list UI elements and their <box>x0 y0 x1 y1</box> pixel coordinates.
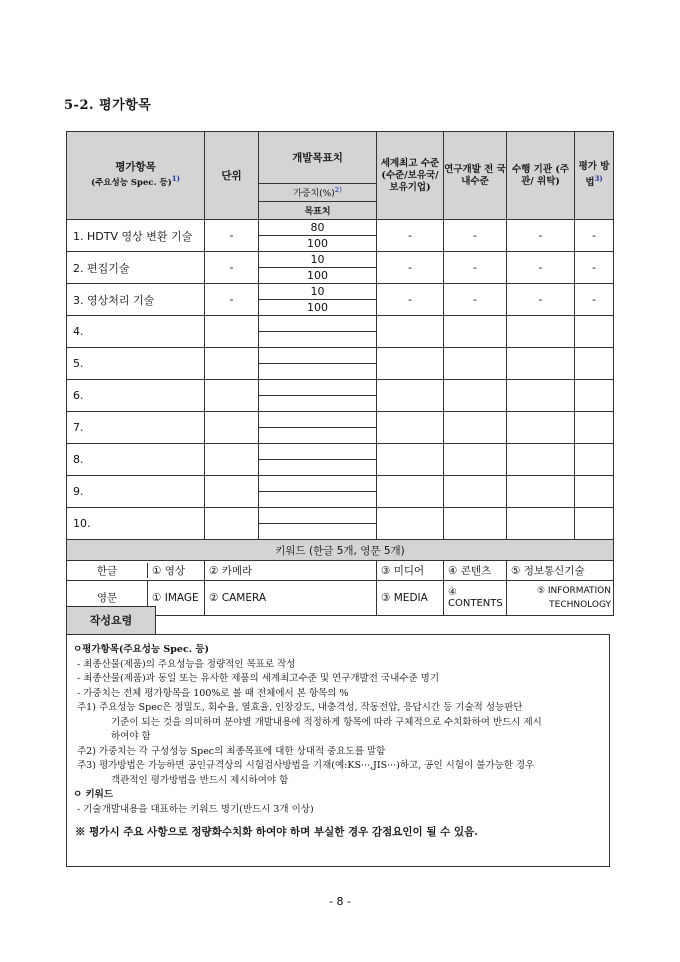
table-row <box>67 316 614 348</box>
guide-note-3: 주3) 평가방법은 가능하면 공인규격상의 시험검사방법을 기재(예:KS···,JIS···)하고, 공인 시험이 불가능한 경우 <box>77 760 535 771</box>
guide-note-1-cont: 기준이 되는 것을 의미하며 분야별 개발내용에 적정하게 항목에 따라 구체적으로 수치화하여 반드시 제시 <box>111 716 542 728</box>
row-org <box>507 380 575 412</box>
keyword-english-2: ② CAMERA <box>205 581 377 616</box>
row-unit <box>205 380 259 412</box>
table-row <box>67 476 614 508</box>
row-method <box>575 348 614 380</box>
row-unit <box>205 444 259 476</box>
row-org: - <box>507 252 575 284</box>
row-org <box>507 476 575 508</box>
guide-line: - 기술개발내용을 대표하는 키워드 명기(반드시 3개 이상) <box>77 803 314 815</box>
row-item: 4. <box>67 316 205 348</box>
row-domestic <box>444 444 507 476</box>
header-item: 평가항목 (주요성능 Spec. 등)$^{1)}$ <box>67 132 205 220</box>
row-org <box>507 316 575 348</box>
row-item: 10. <box>67 508 205 540</box>
row-unit <box>205 348 259 380</box>
table-row <box>67 444 614 476</box>
keywords-korean-row <box>67 561 614 581</box>
table-row <box>67 220 614 252</box>
table-row <box>67 380 614 412</box>
row-org <box>507 508 575 540</box>
row-target: 10 100 <box>259 252 377 284</box>
row-domestic <box>444 316 507 348</box>
header-weight: 가중치(%)$^{2)}$ <box>259 184 377 202</box>
header-method: 평가 방법$^{3)}$ <box>575 132 614 220</box>
row-target <box>259 508 377 540</box>
row-method <box>575 316 614 348</box>
header-world-best: 세계최고 수준 (수준/보유국/ 보유기업) <box>377 132 444 220</box>
row-unit: - <box>205 284 259 316</box>
row-item: 6. <box>67 380 205 412</box>
row-target <box>259 412 377 444</box>
guide-line: - 최종산물(제품)과 동일 또는 유사한 제품의 세계최고수준 및 연구개발전 국내수준 명기 <box>77 673 440 684</box>
keyword-korean-5: ⑤ 정보통신기술 <box>507 561 614 581</box>
row-domestic: - <box>444 284 507 316</box>
row-world <box>377 444 444 476</box>
row-world <box>377 348 444 380</box>
row-world <box>377 412 444 444</box>
row-world: - <box>377 284 444 316</box>
guide-box <box>66 634 610 867</box>
row-method <box>575 476 614 508</box>
row-world <box>377 508 444 540</box>
header-org: 수행 기관 (주관/ 위탁) <box>507 132 575 220</box>
row-world <box>377 316 444 348</box>
row-unit <box>205 316 259 348</box>
guide-note-1: 주1) 주요성능 Spec은 정밀도, 회수율, 열효율, 인장강도, 내충격성, 작동전압, 응답시간 등 기술적 성능판단 <box>77 702 523 713</box>
table-row <box>67 508 614 540</box>
row-org <box>507 412 575 444</box>
row-item: 5. <box>67 348 205 380</box>
row-item: 1. HDTV 영상 변환 기술 <box>67 220 205 252</box>
row-item: 8. <box>67 444 205 476</box>
row-world: - <box>377 252 444 284</box>
keyword-english-5: ⑤ INFORMATION TECHNOLOGY <box>507 581 614 616</box>
evaluation-table <box>66 131 614 616</box>
table-row <box>67 252 614 284</box>
guide-note-3-cont: 객관적인 평가방법을 반드시 제시하여야 함 <box>111 774 289 786</box>
row-target <box>259 380 377 412</box>
keywords-korean-label: 한글 ① 영상 <box>67 561 205 581</box>
row-domestic <box>444 508 507 540</box>
row-method: - <box>575 284 614 316</box>
row-domestic <box>444 412 507 444</box>
guide-warning: ※ 평가시 주요 사항으로 정량화수치화 하여야 하며 부실한 경우 감점요인이 될 수 있음. <box>75 826 478 838</box>
row-method <box>575 380 614 412</box>
header-target: 개발목표치 <box>259 132 377 184</box>
header-unit: 단위 <box>205 132 259 220</box>
row-unit <box>205 476 259 508</box>
guide-note-1-cont: 하여야 함 <box>111 731 151 742</box>
keywords-english-label: 영문 ① IMAGE <box>67 581 205 616</box>
guide-line: - 최종산물(제품)의 주요성능을 정량적인 목표로 작성 <box>77 658 296 670</box>
guide-line: - 가중치는 전체 평가항목을 100%로 볼 때 전체에서 본 항목의 % <box>77 687 349 699</box>
header-domestic: 연구개발 전 국내수준 <box>444 132 507 220</box>
keyword-korean-2: ② 카메라 <box>205 561 377 581</box>
row-org <box>507 348 575 380</box>
row-target: 10 100 <box>259 284 377 316</box>
row-item: 2. 편집기술 <box>67 252 205 284</box>
row-method: - <box>575 252 614 284</box>
row-target <box>259 316 377 348</box>
page-number: - 8 - <box>329 895 351 908</box>
guide-heading-keywords: ㅇ 키워드 <box>73 789 114 800</box>
table-row <box>67 284 614 316</box>
row-method <box>575 412 614 444</box>
row-target <box>259 444 377 476</box>
row-unit: - <box>205 252 259 284</box>
row-org <box>507 444 575 476</box>
row-item: 7. <box>67 412 205 444</box>
row-unit <box>205 412 259 444</box>
row-domestic <box>444 380 507 412</box>
row-target <box>259 348 377 380</box>
row-world <box>377 380 444 412</box>
row-domestic <box>444 476 507 508</box>
table-row <box>67 348 614 380</box>
row-method: - <box>575 220 614 252</box>
row-unit <box>205 508 259 540</box>
keyword-korean-3: ③ 미디어 <box>377 561 444 581</box>
row-target <box>259 476 377 508</box>
table-row <box>67 412 614 444</box>
row-target: 80 100 <box>259 220 377 252</box>
keyword-korean-4: ④ 콘텐츠 <box>444 561 507 581</box>
row-domestic <box>444 348 507 380</box>
keywords-title: 키워드 (한글 5개, 영문 5개) <box>67 540 614 561</box>
row-world <box>377 476 444 508</box>
row-item: 3. 영상처리 기술 <box>67 284 205 316</box>
row-method <box>575 444 614 476</box>
keyword-english-4: ④ CONTENTS <box>444 581 507 616</box>
row-unit: - <box>205 220 259 252</box>
row-org: - <box>507 220 575 252</box>
keyword-english-3: ③ MEDIA <box>377 581 444 616</box>
guide-heading-items: ㅇ평가항목(주요성능 Spec. 등) <box>73 644 210 655</box>
row-method <box>575 508 614 540</box>
row-world: - <box>377 220 444 252</box>
row-org: - <box>507 284 575 316</box>
row-item: 9. <box>67 476 205 508</box>
section-title: 5-2. 평가항목 <box>64 98 152 113</box>
header-goal: 목표치 <box>259 202 377 220</box>
guide-note-2: 주2) 가중치는 각 구성성능 Spec의 최종목표에 대한 상대적 중요도를 말함 <box>77 745 386 757</box>
row-domestic: - <box>444 220 507 252</box>
row-domestic: - <box>444 252 507 284</box>
guide-tab: 작성요령 <box>66 606 156 635</box>
